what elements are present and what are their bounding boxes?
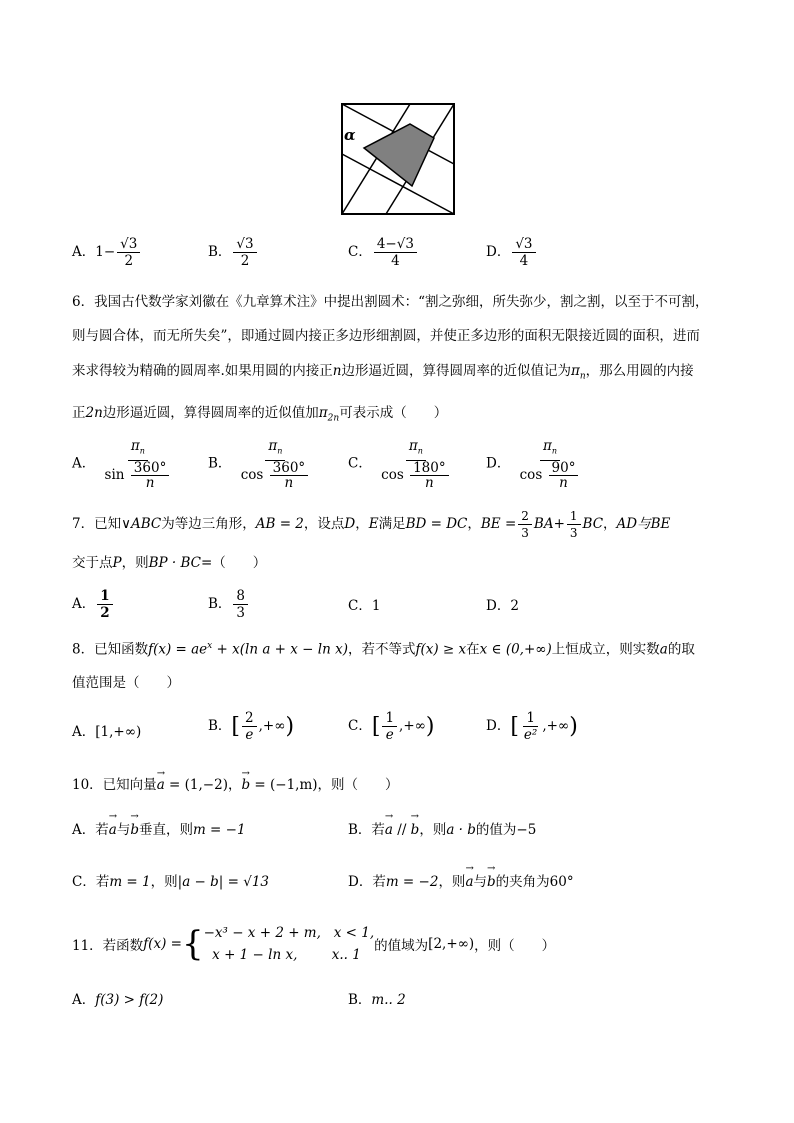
q7-option-d[interactable]: D．2 <box>486 598 519 614</box>
q8-option-a[interactable]: A．[1,+∞) <box>72 724 142 740</box>
q6-option-c[interactable]: C． $\pi_n$ cos $\frac{180^\circ}{n}$ <box>348 438 456 490</box>
q8-option-b[interactable]: B．[ $\frac{2}{e}$ ,+∞) <box>208 710 295 743</box>
q5-option-c[interactable]: C． $\frac{4-√3}{4}$ <box>348 236 419 269</box>
q10-option-b[interactable]: B．若→ a // → b，则a · b的值为−5 <box>348 818 536 838</box>
q7-option-a[interactable]: A． $\frac{1}{2}$ <box>72 588 115 621</box>
q7-option-c[interactable]: C．1 <box>348 598 381 614</box>
q10-option-a[interactable]: A．若→ a与→ b垂直，则m = −1 <box>72 818 246 838</box>
square-diagram <box>340 102 456 216</box>
q8-option-d[interactable]: D．[ $\frac{1}{\text{e²}}$ ,+∞) <box>486 710 578 743</box>
q6-line-1: 6．我国古代数学家刘徽在《九章算术注》中提出割圆术：“割之弥细，所失弥少，割之割，以至于不可割， <box>72 294 709 310</box>
alpha-label: α <box>344 126 356 144</box>
q10-stem: 10．已知向量→ a = (1,−2)，→ b = (−1,m)，则（ ） <box>72 775 399 795</box>
q6-option-b[interactable]: B． $\pi_n$ cos $\frac{360^\circ}{n}$ <box>208 438 315 490</box>
q8-line-1: 8．已知函数$f(x) = ae^x + x(\ln$ a + x − ln x)，若不等式f(x) ≥ x在x ∈ (0,+∞)上恒成立，则实数a的取 <box>72 641 695 658</box>
q11-option-a[interactable]: A．f(3) > f(2) <box>72 992 164 1008</box>
q8-option-c[interactable]: C．[ $\frac{1}{e}$ ,+∞) <box>348 710 435 743</box>
q11-option-b[interactable]: B．m.. 2 <box>348 992 406 1008</box>
q5-option-a[interactable]: A．1− $\frac{√3}{2}$ <box>72 236 142 269</box>
q7-line-1: 7．已知∨ABC为等边三角形，AB = 2，设点D，E满足BD = DC，BE = $\frac{2}{3}$ BA+ $\frac{1}{3}$ BC，AD与BE <box>72 509 671 540</box>
q10-option-d[interactable]: D．若m = −2，则→ a与→ b的夹角为60° <box>348 870 574 890</box>
q10-option-c[interactable]: C．若m = 1，则|a − b| = √13 <box>72 874 269 890</box>
shaded-square <box>364 124 434 186</box>
q6-line-2: 则与圆合体，而无所失矣”，即通过圆内接正多边形细割圆，并使正多边形的面积无限接近圆的面积，进而 <box>72 328 700 344</box>
q8-line-2: 值范围是（ ） <box>72 675 180 691</box>
q6-line-3: 来求得较为精确的圆周率.如果用圆的内接正n边形逼近圆，算得圆周率的近似值记为$\pi_n$，那么用圆的内接 <box>72 363 694 382</box>
q6-option-a[interactable]: A． $\pi_n$ sin $\frac{360^\circ}{n}$ <box>72 438 176 490</box>
q5-option-b[interactable]: B． $\frac{√3}{2}$ <box>208 236 259 269</box>
q11-stem: 11．若函数f(x) ={−x³ − x + 2 + m, x < 1, x + 1 − ln x, x.. 1的值域为[2,+∞)，则（ ） <box>72 924 556 964</box>
q7-line-2: 交于点P，则BP · BC=（ ） <box>72 555 267 571</box>
q7-option-b[interactable]: B． $\frac{8}{3}$ <box>208 588 250 621</box>
q6-line-4: 正2n边形逼近圆，算得圆周率的近似值加$\pi_{2n}$可表示成（ ） <box>72 405 448 424</box>
q5-option-d[interactable]: D． $\frac{√3}{4}$ <box>486 236 538 269</box>
q6-option-d[interactable]: D． $\pi_n$ cos $\frac{90^\circ}{n}$ <box>486 438 585 490</box>
